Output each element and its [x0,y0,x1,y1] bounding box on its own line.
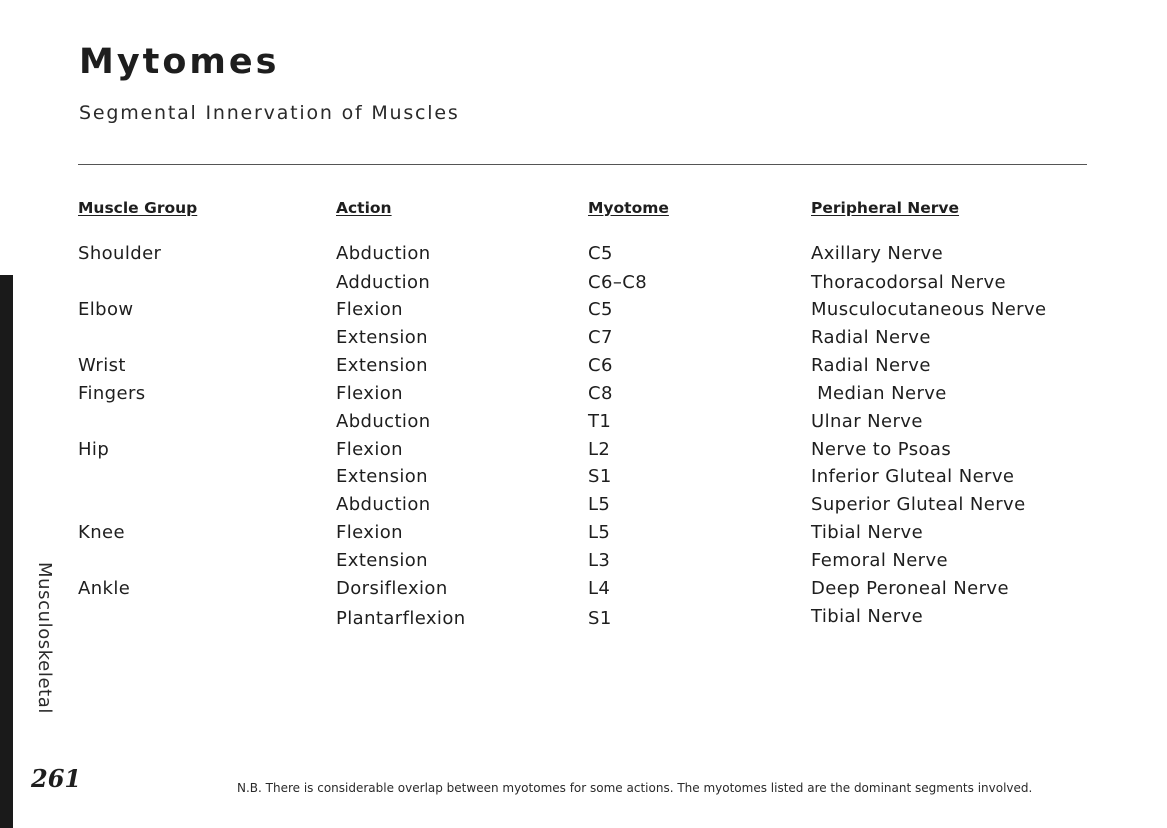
table-row [0,326,1167,350]
cell-peripheral-nerve: Superior Gluteal Nerve [811,494,1026,515]
table-row [0,242,1167,266]
cell-muscle-group: Fingers [78,383,146,404]
cell-myotome: C7 [588,327,613,348]
cell-action: Adduction [336,272,431,293]
table-row [0,465,1167,489]
cell-peripheral-nerve: Ulnar Nerve [811,411,923,432]
cell-myotome: C6–C8 [588,272,648,293]
table-row [0,410,1167,434]
cell-muscle-group: Ankle [78,578,131,599]
cell-myotome: C6 [588,355,613,376]
header-peripheral-nerve: Peripheral Nerve [811,199,960,217]
cell-action: Extension [336,327,428,348]
cell-peripheral-nerve: Deep Peroneal Nerve [811,578,1009,599]
cell-action: Flexion [336,299,403,320]
table-row [0,382,1167,406]
header-myotome: Myotome [588,199,669,217]
cell-action: Extension [336,355,428,376]
cell-peripheral-nerve: Femoral Nerve [811,550,949,571]
cell-action: Extension [336,466,428,487]
cell-myotome: L5 [588,522,611,543]
cell-action: Abduction [336,411,431,432]
table-row [0,606,1167,630]
cell-action: Abduction [336,243,431,264]
chapter-label: Musculoskeletal [34,561,55,715]
cell-action: Extension [336,550,428,571]
cell-peripheral-nerve: Musculocutaneous Nerve [811,299,1047,320]
page-number: 261 [31,764,82,793]
cell-myotome: L5 [588,494,611,515]
cell-myotome: C8 [588,383,613,404]
cell-peripheral-nerve: Axillary Nerve [811,243,944,264]
cell-myotome: C5 [588,299,613,320]
cell-action: Flexion [336,383,403,404]
table-row [0,521,1167,545]
table-row [0,354,1167,378]
cell-muscle-group: Knee [78,522,125,543]
cell-action: Dorsiflexion [336,578,448,599]
cell-myotome: C5 [588,243,613,264]
table-row [0,493,1167,517]
cell-myotome: L4 [588,578,611,599]
cell-muscle-group: Wrist [78,355,126,376]
cell-myotome: L2 [588,439,611,460]
cell-peripheral-nerve: Nerve to Psoas [811,439,952,460]
cell-action: Flexion [336,439,403,460]
cell-muscle-group: Elbow [78,299,134,320]
page-title: Mytomes [79,42,280,82]
table-row [0,549,1167,573]
cell-peripheral-nerve: Inferior Gluteal Nerve [811,466,1015,487]
cell-peripheral-nerve: Thoracodorsal Nerve [811,272,1006,293]
cell-muscle-group: Hip [78,439,110,460]
cell-myotome: S1 [588,466,612,487]
cell-myotome: L3 [588,550,611,571]
page-subtitle: Segmental Innervation of Muscles [79,102,460,124]
cell-action: Abduction [336,494,431,515]
cell-myotome: T1 [588,411,612,432]
cell-peripheral-nerve: Tibial Nerve [811,522,924,543]
header-action: Action [336,199,392,217]
table-row [0,577,1167,601]
cell-action: Plantarflexion [336,608,466,629]
table-row [0,438,1167,462]
cell-peripheral-nerve: Tibial Nerve [811,606,924,627]
table-row [0,271,1167,295]
cell-peripheral-nerve: Radial Nerve [811,355,931,376]
cell-muscle-group: Shoulder [78,243,162,264]
cell-peripheral-nerve: Median Nerve [811,383,947,404]
cell-peripheral-nerve: Radial Nerve [811,327,931,348]
cell-myotome: S1 [588,608,612,629]
footnote: N.B. There is considerable overlap between myotomes for some actions. The myotomes listed are the dominant segments involved. [237,781,1033,795]
cell-action: Flexion [336,522,403,543]
title-divider [78,164,1087,165]
table-row [0,298,1167,322]
header-muscle-group: Muscle Group [78,199,198,217]
